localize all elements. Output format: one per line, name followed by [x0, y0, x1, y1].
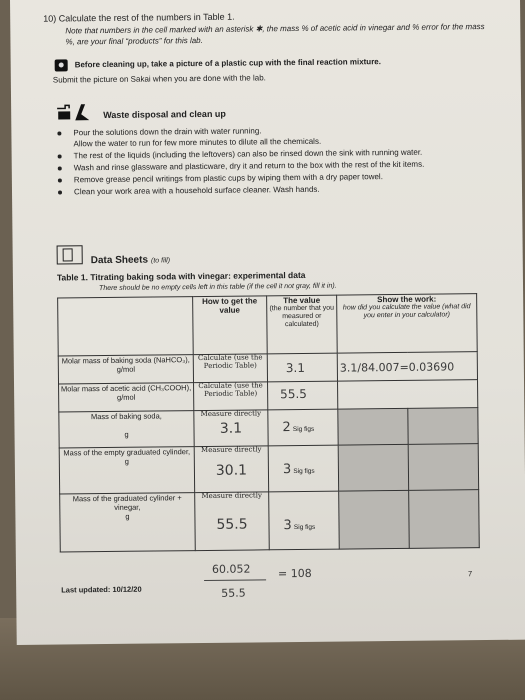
row-label: Mass of baking soda, g [59, 411, 194, 448]
gray-cell [408, 408, 478, 445]
handwritten-result: = 108 [277, 566, 312, 581]
gray-cell [338, 444, 408, 491]
table-row [59, 380, 478, 412]
question-10: 10) Calculate the rest of the numbers in Table 1. [43, 11, 235, 24]
data-sheets-title: Data Sheets (to fill) [90, 254, 171, 267]
data-table [57, 293, 480, 552]
header-show-work: Show the work: how did you calculate the value (what did you enter in your calculator) [337, 294, 478, 353]
list-item: Clean your work area with a household surface cleaner. Wash hands. [56, 182, 476, 197]
last-updated: Last updated: 10/12/20 [61, 584, 142, 595]
table-row [59, 408, 478, 448]
work-cell[interactable]: 3.1/84.007=0.03690 [337, 352, 477, 381]
work-cell[interactable] [338, 380, 478, 409]
row-label: Molar mass of acetic acid (CH₃COOH), g/mol [59, 383, 194, 412]
fraction-line [204, 579, 266, 581]
row-label: Mass of the empty graduated cylinder, g [59, 447, 194, 494]
asterisk-note: Note that numbers in the cell marked with an asterisk ✱, the mass % of acetic acid in vinegar and % error for the mass %, are your final “products” for this lab. [65, 22, 485, 47]
bullet-icon [58, 178, 62, 182]
row-method: Measure directly 55.5 [195, 492, 270, 551]
row-label: Molar mass of baking soda (NaHCO₃), g/mol [58, 355, 193, 384]
waste-disposal-title: Waste disposal and clean up [103, 108, 226, 121]
header-value: The value (the number that you measured or calculated) [267, 295, 338, 354]
table-header-row [58, 294, 478, 356]
data-sheet-icon [57, 245, 83, 264]
row-method: Measure directly 3.1 [194, 410, 268, 447]
submit-instruction: Submit the picture on Sakai when you are done with the lab. [52, 73, 266, 85]
table-row [59, 444, 478, 494]
gray-cell [408, 444, 478, 491]
handwritten-denominator: 55.5 [221, 586, 246, 600]
sigfigs-cell[interactable]: 3 Sig figs [268, 445, 338, 492]
waste-disposal-icon [55, 102, 93, 122]
handwritten-numerator: 60.052 [211, 562, 251, 576]
camera-icon [55, 59, 68, 71]
gray-cell [338, 408, 408, 445]
gray-cell [409, 490, 480, 549]
bullet-icon [58, 190, 62, 194]
sigfigs-cell[interactable]: 3 Sig figs [269, 491, 340, 550]
row-method: Calculate (use the Periodic Table) [194, 382, 268, 411]
row-method: Calculate (use the Periodic Table) [193, 354, 267, 383]
table-title: Table 1. Titrating baking soda with vinegar: experimental data [56, 269, 306, 283]
row-label: Mass of the graduated cylinder + vinegar, g [60, 493, 196, 552]
value-cell[interactable]: 3.1 [267, 353, 337, 382]
list-item: The rest of the liquids (including the leftovers) can also be rinsed down the sink with running water. [56, 146, 476, 161]
list-item: Wash and rinse glassware and plasticware, dry it and return to the box with the rest of the kit items. [56, 158, 476, 173]
value-cell[interactable]: 55.5 [268, 381, 338, 410]
worksheet-page [10, 0, 525, 645]
page-number: 7 [467, 569, 473, 579]
bullet-icon [58, 154, 62, 158]
list-item: Pour the solutions down the drain with water running. Allow the water to run for few more minutes to dilute all the chemicals. [55, 123, 475, 149]
gray-cell [339, 490, 410, 549]
header-how: How to get the value [193, 296, 268, 355]
table-row [58, 352, 477, 384]
header-blank [58, 297, 194, 356]
table-note: There should be no empty cells left in this table (if the cell it not gray, fill it in). [98, 282, 337, 293]
bullet-icon [57, 131, 61, 135]
bullet-icon [58, 166, 62, 170]
row-method: Measure directly 30.1 [194, 446, 268, 493]
sigfigs-cell[interactable]: 2 Sig figs [268, 409, 338, 446]
list-item: Remove grease pencil writings from plastic cups by wiping them with a dry paper towel. [56, 170, 476, 185]
before-cleanup-instruction: Before cleaning up, take a picture of a plastic cup with the final reaction mixture. [74, 57, 382, 70]
cleanup-list [55, 123, 476, 198]
table-row [60, 490, 480, 552]
